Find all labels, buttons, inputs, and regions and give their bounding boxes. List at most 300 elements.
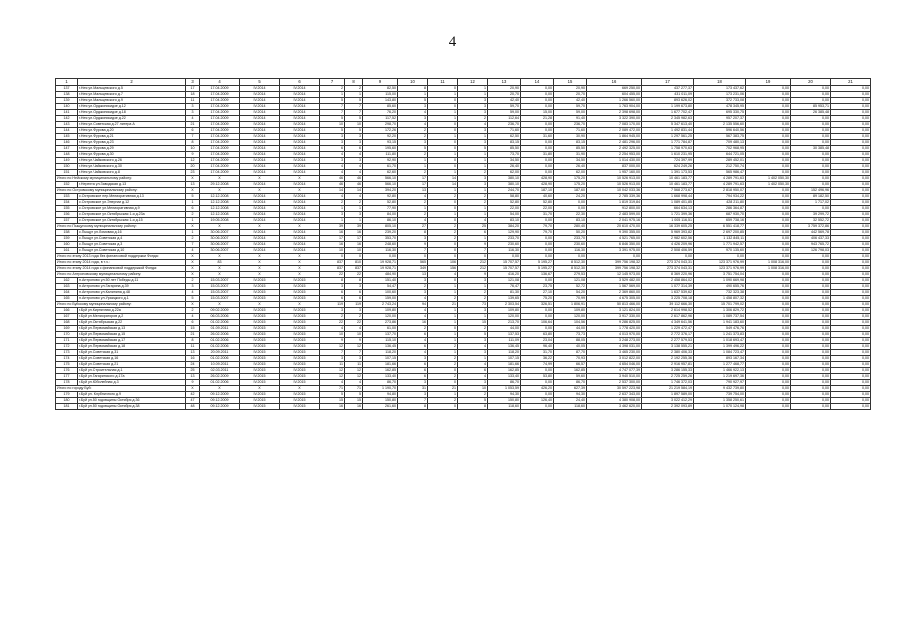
subtotal-label: Итого по Нейскому муниципальному району: xyxy=(56,176,186,182)
table-cell: 160 xyxy=(56,242,78,248)
table-cell: X xyxy=(186,224,200,230)
table-cell: 3 xyxy=(320,158,345,164)
table-cell: 175,20 xyxy=(554,182,587,188)
table-cell: 627,39 xyxy=(554,386,587,392)
table-cell: 0 xyxy=(428,146,458,152)
table-cell: X xyxy=(186,386,200,392)
table-cell: 16 xyxy=(320,242,345,248)
table-cell: 0 xyxy=(428,98,458,104)
table-cell: 161 xyxy=(56,248,78,254)
table-cell: 31,60 xyxy=(521,134,554,140)
table-cell: 6 xyxy=(345,290,363,296)
table-cell: 40,60 xyxy=(521,194,554,200)
table-cell: 3 xyxy=(398,278,428,284)
table-cell: 0,00 xyxy=(831,92,871,98)
table-cell: 174 xyxy=(56,356,78,362)
table-cell: 5 xyxy=(345,128,363,134)
address-cell: с.Пыщуг ул.Ломовая д.16 xyxy=(78,230,186,236)
table-cell: 15 707,57 xyxy=(488,266,521,272)
table-cell: 158 xyxy=(56,230,78,236)
address-cell: г.Буй ул.Первомайская д.18 xyxy=(78,344,186,350)
table-cell: 5 xyxy=(345,392,363,398)
table-cell: 168 xyxy=(56,320,78,326)
table-cell: 2 392 093,89 xyxy=(642,404,694,410)
address-cell: с.Островское ул.Октябрьская 1-я д.15 xyxy=(78,218,186,224)
table-cell: IV.2014 xyxy=(280,206,320,212)
table-cell: 166 xyxy=(56,308,78,314)
table-cell: 0 xyxy=(428,278,458,284)
table-cell: X xyxy=(186,266,200,272)
table-cell: 3 xyxy=(320,308,345,314)
table-cell: 4 xyxy=(345,380,363,386)
table-cell: 0 xyxy=(428,404,458,410)
table-cell: 1 xyxy=(428,320,458,326)
housing-register-table xyxy=(55,78,871,410)
table-cell: 62,60 xyxy=(363,170,398,176)
table-cell: X xyxy=(186,302,200,308)
table-cell: 140 xyxy=(56,104,78,110)
table-cell: 837 xyxy=(320,266,345,272)
table-cell: 3 xyxy=(458,110,488,116)
table-cell: IV.2015 xyxy=(280,362,320,368)
table-cell: 0,00 xyxy=(521,380,554,386)
table-cell: 31,80 xyxy=(521,152,554,158)
table-cell: X xyxy=(200,176,240,182)
table-cell: 17.04.2009 xyxy=(200,92,240,98)
table-cell: 0,00 xyxy=(831,344,871,350)
table-cell: 3 xyxy=(458,308,488,314)
table-cell: 30.06.2007 xyxy=(200,236,240,242)
table-cell: 10 xyxy=(320,122,345,128)
table-cell: IV.2014 xyxy=(280,146,320,152)
column-header: 6 xyxy=(280,79,320,86)
table-cell: IV.2014 xyxy=(240,86,280,92)
table-cell: 31 xyxy=(398,386,428,392)
address-cell: п.Антропово ул.Гагарина д.39 xyxy=(78,284,186,290)
table-cell: 59,60 xyxy=(554,374,587,380)
table-cell: 0,00 xyxy=(791,404,831,410)
table-cell: 66,57 xyxy=(554,362,587,368)
table-cell: 5 xyxy=(320,392,345,398)
table-cell: IV.2014 xyxy=(240,152,280,158)
table-cell: 20.09.2011 xyxy=(200,350,240,356)
table-cell: 7 xyxy=(345,104,363,110)
table-cell: 7 xyxy=(320,110,345,116)
subtotal-label: Итого по Островскому муниципальному району: xyxy=(56,188,186,194)
table-cell: IV.2014 xyxy=(280,170,320,176)
table-cell: 2 725 259,26 xyxy=(642,374,694,380)
table-cell: 01.09.2011 xyxy=(200,326,240,332)
table-cell: 5 xyxy=(458,332,488,338)
table-cell: 120,00 xyxy=(488,314,521,320)
table-cell: 12.12.2008 xyxy=(200,200,240,206)
table-cell: 7 xyxy=(345,110,363,116)
table-cell: IV.2014 xyxy=(280,200,320,206)
table-cell: 16 339 605,25 xyxy=(642,224,694,230)
table-cell: 76,20 xyxy=(363,110,398,116)
table-cell: 4 xyxy=(458,218,488,224)
table-cell: 0,00 xyxy=(791,350,831,356)
table-cell: 732 323,38 xyxy=(694,290,746,296)
table-cell: 0,00 xyxy=(746,362,791,368)
table-cell: X xyxy=(240,224,280,230)
table-cell: 2 xyxy=(428,194,458,200)
address-cell: г.Нерехта ул.Заводская д.13 xyxy=(78,182,186,188)
table-cell: IV.2014 xyxy=(280,248,320,254)
table-cell: 0,00 xyxy=(831,314,871,320)
table-cell: 0,00 xyxy=(746,398,791,404)
table-cell: 1 xyxy=(428,212,458,218)
table-cell: 46 xyxy=(345,182,363,188)
table-cell: 129,90 xyxy=(488,230,521,236)
table-cell: 123 371 976,99 xyxy=(694,260,746,266)
table-cell: 0,00 xyxy=(746,146,791,152)
address-cell: г.Нея ул.Чайковского д.30 xyxy=(78,164,186,170)
table-cell: 2 xyxy=(398,128,428,134)
table-cell: 20 610 470,00 xyxy=(587,224,642,230)
table-cell: 14 xyxy=(345,188,363,194)
column-header: 21 xyxy=(831,79,871,86)
table-cell: 15.03.2007 xyxy=(200,278,240,284)
table-cell: 0,00 xyxy=(831,98,871,104)
table-cell: 2 041 975,16 xyxy=(587,218,642,224)
table-cell: 01.02.2006 xyxy=(200,344,240,350)
table-cell: 212 xyxy=(458,260,488,266)
table-cell: 0,00 xyxy=(746,218,791,224)
table-cell: 6 xyxy=(398,332,428,338)
table-cell: 2 xyxy=(186,278,200,284)
column-header: 16 xyxy=(587,79,642,86)
table-cell: 428,90 xyxy=(521,176,554,182)
table-cell: 0,00 xyxy=(746,104,791,110)
table-cell: X xyxy=(280,386,320,392)
table-cell: 70,93 xyxy=(554,356,587,362)
table-cell: 2 xyxy=(458,194,488,200)
table-cell: 187,60 xyxy=(554,188,587,194)
table-cell: 151,40 xyxy=(363,278,398,284)
table-cell: 0,00 xyxy=(791,182,831,188)
table-cell: 2 492 325,00 xyxy=(587,146,642,152)
table-cell: 1 677 702,47 xyxy=(642,110,694,116)
table-cell: 236,70 xyxy=(554,122,587,128)
table-cell: 0,00 xyxy=(746,254,791,260)
table-cell: 0,00 xyxy=(746,326,791,332)
table-cell: 5 xyxy=(320,98,345,104)
table-cell: 0,00 xyxy=(521,326,554,332)
table-cell: X xyxy=(200,302,240,308)
table-cell: 15 xyxy=(320,398,345,404)
table-cell: 1 xyxy=(458,86,488,92)
table-cell: 837 xyxy=(345,266,363,272)
table-cell: 10 461 183,77 xyxy=(642,176,694,182)
table-cell: 0,00 xyxy=(831,386,871,392)
table-cell: 289 452,01 xyxy=(694,158,746,164)
table-cell: 146 xyxy=(56,140,78,146)
table-cell: 0,00 xyxy=(521,98,554,104)
table-cell: 177 xyxy=(56,374,78,380)
table-cell: IV.2014 xyxy=(280,158,320,164)
table-cell: 24,20 xyxy=(554,194,587,200)
table-cell: 0,00 xyxy=(746,392,791,398)
table-cell: 4 xyxy=(186,248,200,254)
column-header: 18 xyxy=(694,79,746,86)
table-cell: IV.2015 xyxy=(280,344,320,350)
table-cell: 21 xyxy=(186,122,200,128)
table-cell: 1 xyxy=(398,206,428,212)
table-cell: IV.2015 xyxy=(280,392,320,398)
table-cell: X xyxy=(200,254,240,260)
table-cell: 1 xyxy=(458,158,488,164)
table-cell: 0,00 xyxy=(746,236,791,242)
table-cell: 1 xyxy=(458,92,488,98)
table-cell: 187,10 xyxy=(521,188,554,194)
table-cell: 150,80 xyxy=(363,398,398,404)
table-cell: 100,60 xyxy=(363,290,398,296)
table-cell: 0,00 xyxy=(791,254,831,260)
address-cell: г.Буй ул.50 годовщины Октября д.36 xyxy=(78,398,186,404)
table-cell: 2 xyxy=(428,230,458,236)
table-cell: 06.03.2006 xyxy=(200,314,240,320)
table-cell: 59,00 xyxy=(488,110,521,116)
table-cell: 1 xyxy=(320,206,345,212)
table-cell: 23,75 xyxy=(521,284,554,290)
table-cell: 957 207,37 xyxy=(694,116,746,122)
subtotal-label: Итого по этапу 2013 года без финансовой поддержки Фонда: xyxy=(56,254,186,260)
table-cell: 4 xyxy=(345,194,363,200)
table-cell: 4 xyxy=(345,164,363,170)
table-cell: 12 xyxy=(320,374,345,380)
address-cell: с.Островское ул.Октябрьская 1-я д.23а xyxy=(78,212,186,218)
table-cell: 01.02.2006 xyxy=(200,320,240,326)
table-cell: 91,40 xyxy=(554,116,587,122)
table-cell: 3 xyxy=(458,278,488,284)
table-cell: 162,85 xyxy=(363,368,398,374)
table-cell: 26,40 xyxy=(554,164,587,170)
table-cell: 1 xyxy=(428,110,458,116)
table-cell: 0,00 xyxy=(521,86,554,92)
table-cell: 24 xyxy=(186,362,200,368)
table-cell: 3 xyxy=(320,356,345,362)
table-cell: 0,00 xyxy=(746,314,791,320)
table-cell: 4 xyxy=(398,350,428,356)
table-cell: 0,00 xyxy=(791,296,831,302)
table-cell: 1 xyxy=(458,206,488,212)
table-cell: 10 xyxy=(320,332,345,338)
table-cell: IV.2015 xyxy=(280,296,320,302)
table-cell: 0,00 xyxy=(642,254,694,260)
table-cell: IV.2015 xyxy=(280,326,320,332)
table-cell: X xyxy=(200,266,240,272)
table-cell: 0,00 xyxy=(746,404,791,410)
table-cell: 0,00 xyxy=(746,194,791,200)
address-cell: г.Буй ул.Первомайская д.13 xyxy=(78,326,186,332)
table-cell: 44,00 xyxy=(488,326,521,332)
table-cell: 624 249,26 xyxy=(642,164,694,170)
table-cell: IV.2015 xyxy=(240,350,280,356)
table-cell: 7 xyxy=(398,398,428,404)
table-cell: 2 xyxy=(398,212,428,218)
address-cell: г.Нея ул.Мальцевского д.5 xyxy=(78,86,186,92)
table-cell: 0 xyxy=(428,158,458,164)
table-cell: 0,00 xyxy=(746,98,791,104)
table-cell: 0,00 xyxy=(791,308,831,314)
table-cell: 0,00 xyxy=(587,254,642,260)
table-cell: IV.2014 xyxy=(280,86,320,92)
table-cell: 170 xyxy=(56,332,78,338)
table-cell: 7 083 170,00 xyxy=(587,122,642,128)
table-cell: 0,00 xyxy=(746,170,791,176)
table-cell: 154 xyxy=(56,200,78,206)
table-cell: IV.2014 xyxy=(240,104,280,110)
table-cell: 93,15 xyxy=(363,140,398,146)
table-cell: 1 771 942,57 xyxy=(694,242,746,248)
table-cell: 81,30 xyxy=(488,290,521,296)
table-cell: 3 917 330,00 xyxy=(587,314,642,320)
table-cell: 10 xyxy=(458,386,488,392)
table-cell: 1 xyxy=(428,332,458,338)
table-cell: 0,00 xyxy=(746,296,791,302)
table-cell: 1 xyxy=(186,218,200,224)
table-cell: IV.2015 xyxy=(280,278,320,284)
table-cell: 0,00 xyxy=(746,248,791,254)
table-cell: 180 xyxy=(56,398,78,404)
table-cell: 0,00 xyxy=(746,338,791,344)
column-header: 13 xyxy=(488,79,521,86)
table-cell: 4 xyxy=(398,194,428,200)
table-cell: X xyxy=(240,272,280,278)
table-cell: 10 461 183,77 xyxy=(642,182,694,188)
table-cell: 4 xyxy=(398,338,428,344)
table-cell: 79,70 xyxy=(521,224,554,230)
table-cell: IV.2014 xyxy=(240,92,280,98)
table-cell: 4 xyxy=(320,194,345,200)
table-cell: 1 xyxy=(458,152,488,158)
table-cell: 2 617 862,96 xyxy=(642,314,694,320)
table-cell: 0,00 xyxy=(746,242,791,248)
table-cell: 94,80 xyxy=(363,392,398,398)
table-cell: 12 xyxy=(320,344,345,350)
table-cell: 50,20 xyxy=(554,230,587,236)
table-cell: 0,00 xyxy=(746,200,791,206)
table-cell: 71,60 xyxy=(488,128,521,134)
table-cell: 4 426 209,96 xyxy=(642,242,694,248)
table-cell: 10 xyxy=(345,122,363,128)
table-cell: 0,00 xyxy=(791,176,831,182)
table-cell: 1 053,59 xyxy=(488,386,521,392)
table-cell: 9 390 355,00 xyxy=(587,230,642,236)
table-cell: 09.02.2009 xyxy=(200,308,240,314)
table-cell: IV.2014 xyxy=(240,200,280,206)
table-cell: 3 xyxy=(320,134,345,140)
table-cell: 1 806,91 xyxy=(554,302,587,308)
table-cell: 0,00 xyxy=(831,224,871,230)
table-cell: 54,00 xyxy=(488,212,521,218)
table-cell: X xyxy=(240,188,280,194)
table-cell: X xyxy=(280,176,320,182)
table-cell: 0,00 xyxy=(746,368,791,374)
table-cell: 13 xyxy=(186,350,200,356)
table-cell: 73,70 xyxy=(488,152,521,158)
table-cell: 3 xyxy=(398,236,428,242)
table-cell: 79,70 xyxy=(521,230,554,236)
table-cell: 2 xyxy=(458,116,488,122)
table-cell: 3 xyxy=(398,104,428,110)
table-cell: 0,00 xyxy=(791,374,831,380)
column-header: 1 xyxy=(56,79,78,86)
table-cell: IV.2015 xyxy=(280,290,320,296)
table-cell: 810 xyxy=(345,260,363,266)
table-cell: 0,00 xyxy=(746,116,791,122)
table-cell: 157 xyxy=(56,218,78,224)
table-cell: 71 xyxy=(320,386,345,392)
table-cell: 2 xyxy=(345,200,363,206)
table-cell: 0,00 xyxy=(791,338,831,344)
table-cell: X xyxy=(240,266,280,272)
table-cell: 0,00 xyxy=(521,158,554,164)
table-cell: 1 241 373,83 xyxy=(694,332,746,338)
table-cell: 10 042 033,36 xyxy=(587,188,642,194)
table-cell: 1 xyxy=(428,314,458,320)
table-cell: 0,00 xyxy=(831,170,871,176)
table-cell: 3 022 412,29 xyxy=(642,398,694,404)
table-cell: IV.2014 xyxy=(280,98,320,104)
table-cell: 0,00 xyxy=(694,254,746,260)
table-cell: 7 xyxy=(186,134,200,140)
table-cell: 893 167,34 xyxy=(694,356,746,362)
table-cell: 0 xyxy=(320,254,345,260)
table-cell: 0,00 xyxy=(746,134,791,140)
table-cell: IV.2015 xyxy=(240,290,280,296)
table-cell: 0,00 xyxy=(831,380,871,386)
column-header: 5 xyxy=(240,79,280,86)
table-cell: 4 xyxy=(398,296,428,302)
table-cell: 0 xyxy=(428,368,458,374)
table-cell: 394,20 xyxy=(363,188,398,194)
table-cell: 09.12.2009 xyxy=(200,392,240,398)
table-cell: 1 957 160,00 xyxy=(587,170,642,176)
table-cell: 0,00 xyxy=(791,122,831,128)
address-cell: г.Нея ул.Орджоникидзе д.12 xyxy=(78,104,186,110)
table-cell: IV.2014 xyxy=(280,134,320,140)
table-cell: 2 xyxy=(458,200,488,206)
table-cell: 273,86 xyxy=(363,320,398,326)
table-cell: 0,00 xyxy=(746,272,791,278)
table-cell: 0,00 xyxy=(831,116,871,122)
table-cell: 137,70 xyxy=(363,332,398,338)
table-cell: X xyxy=(280,266,320,272)
table-cell: 0,00 xyxy=(791,302,831,308)
table-cell: 2 818 950,07 xyxy=(694,188,746,194)
table-cell: 6 xyxy=(320,146,345,152)
table-cell: 9 xyxy=(186,380,200,386)
table-cell: 121,08 xyxy=(488,278,521,284)
table-cell: 17.04.2009 xyxy=(200,98,240,104)
table-cell: X xyxy=(240,386,280,392)
table-cell: 3 012 822,00 xyxy=(587,356,642,362)
table-cell: 567 383,75 xyxy=(694,134,746,140)
table-cell: 1 746 372,03 xyxy=(642,380,694,386)
table-cell: 212 750,74 xyxy=(694,164,746,170)
table-cell: 3 xyxy=(186,110,200,116)
table-cell: 13 xyxy=(398,272,428,278)
table-cell: 664 634,13 xyxy=(642,206,694,212)
table-cell: 109,80 xyxy=(554,308,587,314)
table-cell: 15 xyxy=(458,320,488,326)
table-cell: 0,00 xyxy=(831,368,871,374)
table-cell: 144 xyxy=(56,128,78,134)
table-cell: 26,40 xyxy=(488,164,521,170)
address-cell: с.Островское ул.Энергии д.12 xyxy=(78,200,186,206)
